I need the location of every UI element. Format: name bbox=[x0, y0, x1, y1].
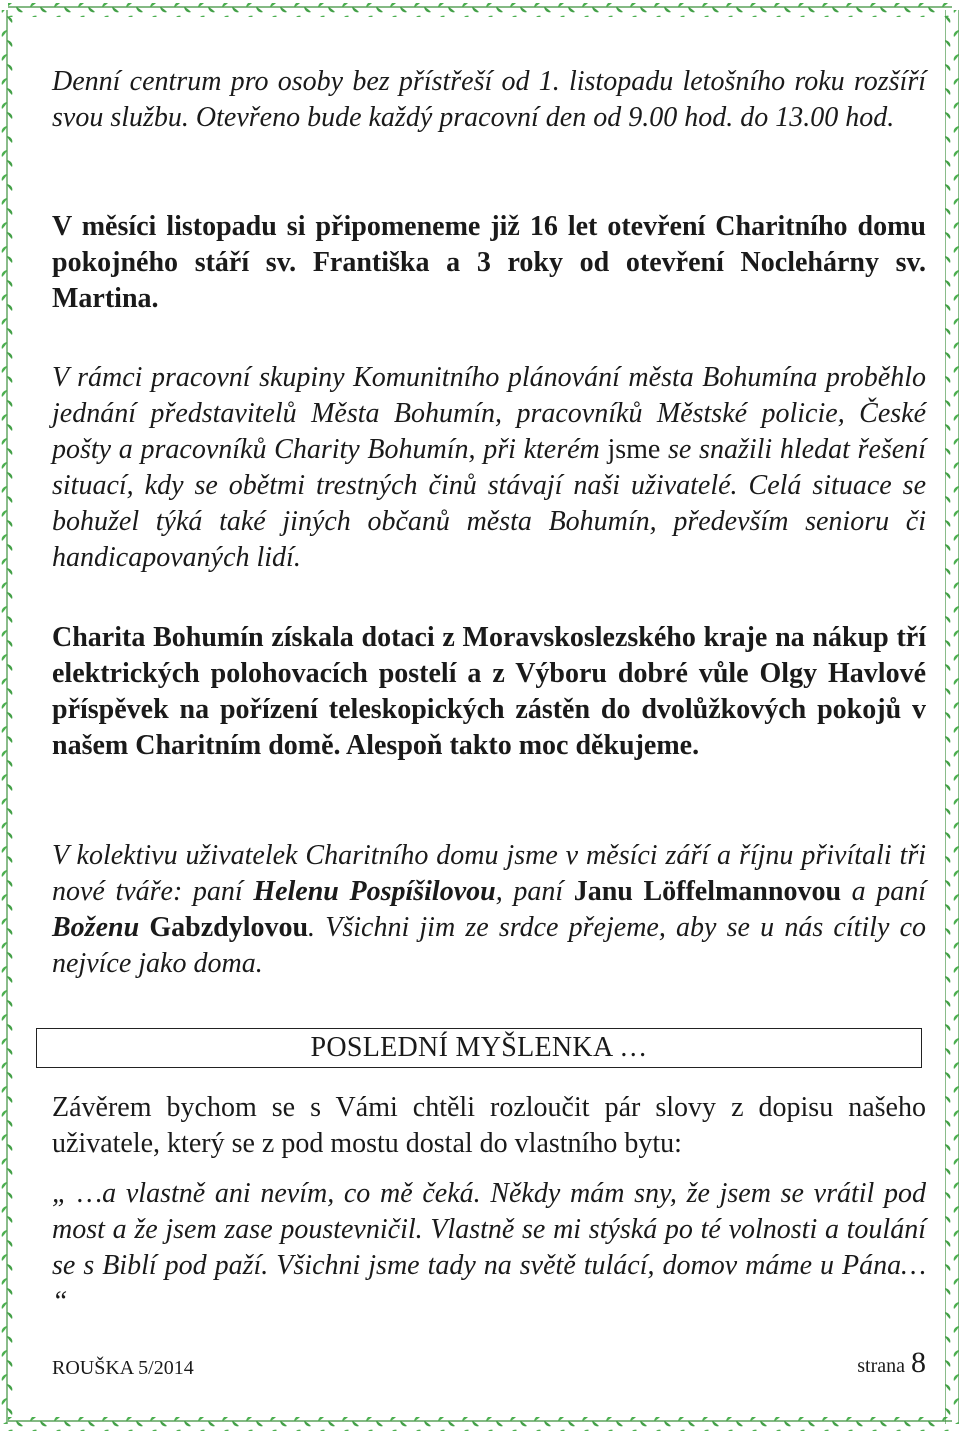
resident-name-jana: Janu Löffelmannovou bbox=[573, 876, 842, 907]
footer-page-number: 8 bbox=[911, 1346, 926, 1379]
paragraph-day-center: Denní centrum pro osoby bez přístřeší od 1. listopadu letošního roku rozšíří svou službu. Otevřeno bude každý pracovní den od 9.00 hod. do 13.00 hod. bbox=[52, 66, 926, 133]
page-footer bbox=[52, 1344, 926, 1380]
paragraph-new-residents-part-e: a paní bbox=[841, 876, 927, 907]
paragraph-new-residents-part-a: V kolektivu uživatelek Charitního domu jsme v měsíci září a říjnu přivítali tři nové tváře: paní bbox=[52, 840, 926, 907]
paragraph-community-planning-part-a: V rámci pracovní skupiny Komunitního plánování města Bohumína proběhlo jednání představitelů Města Bohumín, pracovníků Městské policie, České pošty a pracovníků Charity Bohumín, při kterém bbox=[52, 362, 926, 465]
paragraph-new-residents-part-c: , paní bbox=[495, 876, 574, 907]
resident-surname-gabzdylova: Gabzdylovou bbox=[139, 912, 309, 943]
paragraph-anniversary: V měsíci listopadu si připomeneme již 16 let otevření Charitního domu pokojného stáří sv. Františka a 3 roky od otevření Noclehárny sv. Martina. bbox=[52, 211, 926, 314]
paragraph-community-planning-part-b: jsme bbox=[599, 434, 669, 465]
resident-name-helena: Helenu Pospíšilovou bbox=[253, 876, 496, 907]
paragraph-community-planning bbox=[52, 360, 926, 576]
paragraph-quote: „ …a vlastně ani nevím, co mě čeká. Někdy mám sny, že jsem se vrátil pod most a že jsem zase poustevničil. Vlastně se mi stýská po té volnosti a toulání se s Biblí pod paží. Všichni jsme tady na světě tulácí, domov máme u Pána… “ bbox=[52, 1178, 926, 1317]
resident-name-bozena: Boženu bbox=[52, 912, 140, 943]
paragraph-community-planning-part-c: se snažili hledat řešení situací, kdy se obětmi trestných činů stávají naši uživatelé. Celá situace se bohužel týká také jiných občanů města Bohumín, především senioru či handicapovaných lidí. bbox=[52, 434, 926, 573]
paragraph-new-residents bbox=[52, 838, 926, 982]
footer-page-label: strana bbox=[857, 1355, 905, 1377]
footer-publication: ROUŠKA 5/2014 bbox=[52, 1357, 194, 1379]
section-heading: POSLEDNÍ MYŠLENKA … bbox=[310, 1032, 648, 1063]
paragraph-farewell-intro: Závěrem bychom se s Vámi chtěli rozloučit pár slovy z dopisu našeho uživatele, který se z pod mostu dostal do vlastního bytu: bbox=[52, 1092, 926, 1159]
paragraph-new-residents-part-h: . Všichni jim ze srdce přejeme, aby se u nás cítily co nejvíce jako doma. bbox=[52, 912, 926, 979]
paragraph-grant: Charita Bohumín získala dotaci z Moravskoslezského kraje na nákup tří elektrických polohovacích postelí a z Výboru dobré vůle Olgy Havlové příspěvek na pořízení teleskopických zástěn do dvolůžkových pokojů v našem Charitním domě. Alespoň takto moc děkujeme. bbox=[52, 622, 926, 761]
section-heading-box bbox=[36, 1028, 922, 1068]
footer-page-info bbox=[857, 1346, 926, 1380]
